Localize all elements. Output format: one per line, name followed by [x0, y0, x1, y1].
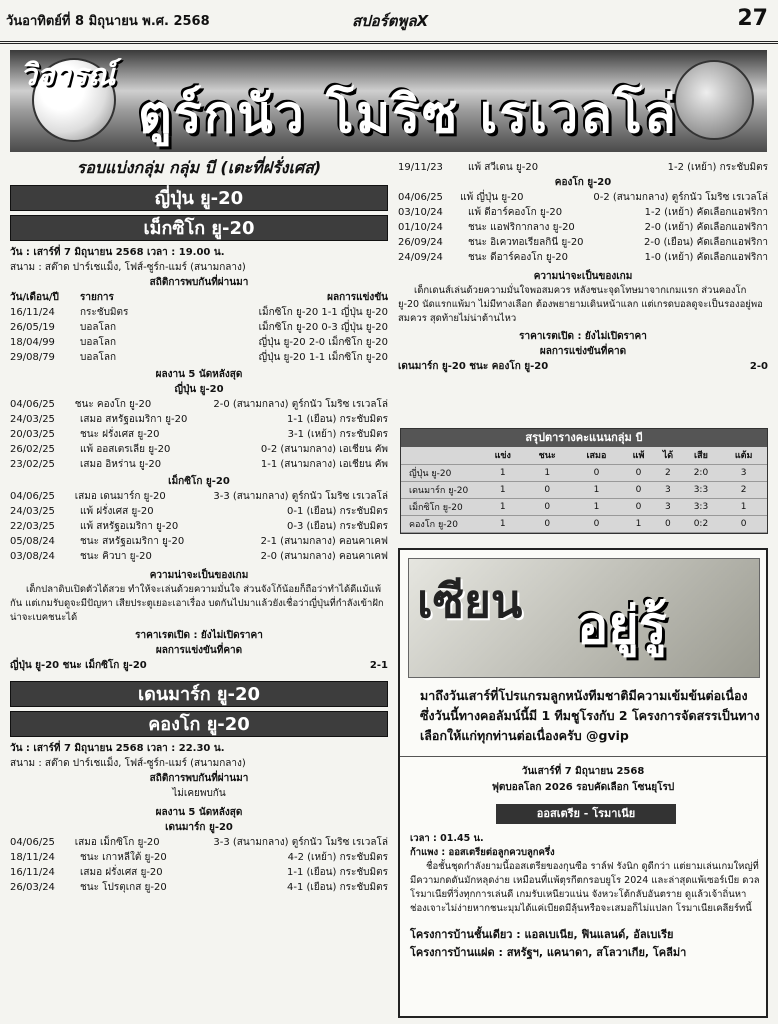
table-cell: 18/04/99 — [10, 337, 55, 348]
standings-cell: 1 — [481, 498, 524, 515]
table-cell: 26/02/25 — [10, 444, 55, 455]
standings-col: แต้ม — [720, 447, 767, 464]
table-row — [10, 305, 388, 320]
table-cell: ชนะ สหรัฐอเมริกา ยู-20 — [80, 536, 185, 547]
pick-line: ก้าแพง : ออสเตรียต่อลูกควบลูกครึ่ง — [410, 847, 555, 858]
standings-cell: 0 — [623, 498, 654, 515]
table-cell: 0-1 (เยือน) กระชับมิตร — [286, 506, 388, 517]
standings-cell: 1 — [570, 498, 623, 515]
team-name: ญี่ปุ่น ยู-20 — [174, 384, 224, 395]
table-row — [10, 412, 388, 427]
left-column — [10, 160, 388, 895]
table-cell: เสมอ ฝรั่งเศส ยู-20 — [80, 867, 163, 878]
table-cell: 29/08/79 — [10, 352, 55, 363]
standings-row — [401, 515, 767, 532]
team-bar: เดนมาร์ก ยู-20 — [10, 681, 388, 707]
advert-image — [408, 558, 760, 678]
odds: ราคาเรตเปิด : ยังไม่เปิดราคา — [135, 630, 263, 641]
form-list — [398, 160, 768, 175]
table-row — [10, 865, 388, 880]
prob-title: ความน่าจะเป็นของเกม — [533, 271, 633, 282]
table-cell: 1-1 (สนามกลาง) เอเชียน คัพ — [260, 459, 388, 470]
table-row — [10, 850, 388, 865]
form-list — [10, 397, 388, 472]
right-column — [398, 160, 768, 374]
h2h-title: สถิติการพบกันที่ผ่านมา — [149, 277, 249, 288]
standings-cell: 2 — [720, 481, 767, 498]
table-cell: ชนะ โปรตุเกส ยู-20 — [80, 882, 167, 893]
table-cell: 0-3 (เยือน) กระชับมิตร — [286, 521, 388, 532]
standings-cell: 3 — [654, 481, 682, 498]
table-cell: 3-3 (สนามกลาง) ตูร์กนัว โมริซ เรเวลโล่ — [213, 837, 388, 848]
table-cell: บอลโลก — [80, 337, 117, 348]
table-cell: 03/08/24 — [10, 551, 55, 562]
advert-word: อยู่รู้ — [577, 596, 667, 656]
table-cell: 04/06/25 — [10, 491, 55, 502]
standings-cell: 0 — [570, 464, 623, 481]
standings-cell: 1 — [720, 498, 767, 515]
table-row — [10, 504, 388, 519]
match-date: วัน : เสาร์ที่ 7 มิถุนายน 2568 เวลา : 22.30 น. — [10, 743, 225, 754]
standings-cell: 1 — [524, 464, 569, 481]
standings-cell: 0:2 — [682, 515, 721, 532]
standings-col: ชนะ — [524, 447, 569, 464]
table-row — [10, 320, 388, 335]
advert-intro: มาถึงวันเสาร์ที่โปรแกรมลูกหนังทีมชาติมีความเข้มข้นต่อเนื่อง ซึ่งวันนี้ทางคอลัมน์นี้มี 1 ทีมชูโรงกับ 2 โครงการจัดสรรเป็นทางเลือกให้แก่ทุกท่านต่อเนื่องครับ @gvip — [420, 688, 760, 743]
table-cell: เม็กซิโก ยู-20 1-1 ญี่ปุ่น ยู-20 — [258, 307, 388, 318]
table-cell: 16/11/24 — [10, 307, 55, 318]
table-cell: 24/09/24 — [398, 252, 443, 263]
pick-competition: ฟุตบอลโลก 2026 รอบคัดเลือก โซนยุโรป — [491, 782, 675, 793]
standings-table — [400, 428, 768, 534]
pred-title: ผลการแข่งขันที่คาด — [155, 645, 243, 656]
table-row — [10, 489, 388, 504]
table-cell: ชนะ ดีอาร์คองโก ยู-20 — [468, 252, 569, 263]
standings-cell: 0 — [720, 515, 767, 532]
standings-row — [401, 498, 767, 515]
pick-time: เวลา : 01.45 น. — [410, 833, 484, 844]
table-row — [10, 427, 388, 442]
table-cell: 1-0 (เหย้า) คัดเลือกแอฟริกา — [644, 252, 768, 263]
last5-title: ผลงาน 5 นัดหลังสุด — [155, 807, 243, 818]
table-cell: 04/06/25 — [398, 192, 443, 203]
form-list — [10, 835, 388, 895]
standings-cell: 1 — [481, 464, 524, 481]
table-row — [10, 397, 388, 412]
table-cell: 1-1 (เยือน) กระชับมิตร — [286, 414, 388, 425]
table-cell: 1-2 (เหย้า) คัดเลือกแอฟริกา — [644, 207, 768, 218]
column-title: ตูร์กนัว โมริซ เรเวลโล่ — [138, 85, 678, 145]
standings-col: เสมอ — [570, 447, 623, 464]
column-kicker: วิจารณ์ — [20, 58, 116, 93]
prediction: ญี่ปุ่น ยู-20 ชนะ เม็กซิโก ยู-20 2-1 — [10, 660, 388, 671]
table-cell: 2-0 (เยือน) คัดเลือกแอฟริกา — [644, 237, 768, 248]
analysis-text: เด็กเดนส์เล่นด้วยความมั่นใจพอสมควร หลังชนะจุดโทษมาจากเกมแรก ส่วนคองโก ยู-20 นัดแรกแพ้มา ไม่มีทางเลือก ต้องพยายามเดินหน้าแลก แต่เกรดบอลดูจะเป็นรองอยู่พอสมควร สุดท้ายไม่น่าต้านไหว — [398, 285, 763, 324]
team-bar: เม็กซิโก ยู-20 — [10, 215, 388, 241]
standings-row — [401, 464, 767, 481]
table-row — [10, 835, 388, 850]
table-cell: แพ้ ฝรั่งเศส ยู-20 — [80, 506, 154, 517]
table-cell: บอลโลก — [80, 352, 117, 363]
table-cell: แพ้ ดีอาร์คองโก ยู-20 — [468, 207, 563, 218]
standings-cell: 1 — [481, 515, 524, 532]
standings-col — [401, 447, 481, 464]
table-cell: 04/06/25 — [10, 837, 55, 848]
table-row — [10, 442, 388, 457]
table-row — [398, 190, 768, 205]
table-cell: ญี่ปุ่น ยู-20 2-0 เม็กซิโก ยู-20 — [258, 337, 388, 348]
pred-title: ผลการแข่งขันที่คาด — [539, 346, 627, 357]
table-cell: 2-1 (สนามกลาง) คอนคาเคฟ — [260, 536, 388, 547]
table-cell: 2-0 (สนามกลาง) ตูร์กนัว โมริซ เรเวลโล่ — [213, 399, 388, 410]
table-cell: 1-2 (เหย้า) กระชับมิตร — [667, 162, 768, 173]
match-venue: สนาม : สต๊าด ปาร์เชแม็ง, โฟส์-ซูร์ก-แมร์ (สนามกลาง) — [10, 758, 246, 769]
table-cell: ชนะ คิวบา ยู-20 — [80, 551, 152, 562]
table-cell: ชนะ คองโก ยู-20 — [74, 399, 152, 410]
table-cell: 22/03/25 — [10, 521, 55, 532]
table-cell: 26/09/24 — [398, 237, 443, 248]
table-cell: แพ้ สหรัฐอเมริกา ยู-20 — [80, 521, 179, 532]
prediction: เดนมาร์ก ยู-20 ชนะ คองโก ยู-20 2-0 — [398, 361, 768, 372]
table-row — [10, 549, 388, 564]
standings-cell: ญี่ปุ่น ยู-20 — [401, 464, 481, 481]
table-cell: 2-0 (สนามกลาง) คอนคาเคฟ — [260, 551, 388, 562]
standings-cell: 0 — [524, 498, 569, 515]
match-date: วัน : เสาร์ที่ 7 มิถุนายน 2568 เวลา : 19.00 น. — [10, 247, 225, 258]
standings-title: สรุปตารางคะแนนกลุ่ม บี — [401, 429, 767, 447]
standings-cell: เดนมาร์ก ยู-20 — [401, 481, 481, 498]
table-cell: 05/08/24 — [10, 536, 55, 547]
standings-cell: 3:3 — [682, 481, 721, 498]
table-cell: ชนะ ฝรั่งเศส ยู-20 — [80, 429, 160, 440]
pick-match: ออสเตรีย - โรมาเนีย — [496, 804, 676, 824]
standings-col: ได้ — [654, 447, 682, 464]
table-row — [398, 205, 768, 220]
team-name: คองโก ยู-20 — [554, 177, 612, 188]
table-cell: แพ้ สวีเดน ยู-20 — [468, 162, 539, 173]
standings-cell: 0 — [524, 481, 569, 498]
table-row — [398, 250, 768, 265]
table-cell: 0-2 (สนามกลาง) เอเชียน คัพ — [260, 444, 388, 455]
form-list — [10, 489, 388, 564]
form-list — [398, 190, 768, 265]
divider — [400, 756, 766, 757]
table-cell: 2-0 (เหย้า) คัดเลือกแอฟริกา — [644, 222, 768, 233]
table-cell: 3-3 (สนามกลาง) ตูร์กนัว โมริซ เรเวลโล่ — [213, 491, 388, 502]
team-bar: ญี่ปุ่น ยู-20 — [10, 185, 388, 211]
h2h-list — [10, 305, 388, 365]
table-cell: แพ้ ญี่ปุ่น ยู-20 — [460, 192, 524, 203]
odds: ราคาเรตเปิด : ยังไม่เปิดราคา — [519, 331, 647, 342]
table-row — [10, 519, 388, 534]
issue-date: วันอาทิตย์ที่ 8 มิถุนายน พ.ศ. 2568 — [6, 14, 210, 29]
standings-cell: 0 — [570, 515, 623, 532]
standings-cell: 1 — [481, 481, 524, 498]
table-cell: 26/03/24 — [10, 882, 55, 893]
set-double: โครงการบ้านแฝด : สหรัฐฯ, แคนาดา, สโลวาเกีย, โคลีม่า — [410, 946, 687, 959]
advert-word: เซียน — [417, 574, 523, 628]
table-cell: เสมอ เม็กซิโก ยู-20 — [74, 837, 160, 848]
standings-cell: 3:3 — [682, 498, 721, 515]
table-row — [10, 350, 388, 365]
advert-box — [398, 548, 768, 1018]
standings-cell: 3 — [720, 464, 767, 481]
table-cell: 03/10/24 — [398, 207, 443, 218]
standings-cell: 0 — [623, 481, 654, 498]
table-cell: เสมอ อิหร่าน ยู-20 — [80, 459, 162, 470]
analysis-text: เด็กปลาดิบเปิดตัวได้สวย ทำให้จะเล่นด้วยความมั่นใจ ส่วนจังโก้น้อยก็ถือว่าทำได้ดีแม้แพ้กัน แต่เกมรับดูจะมีปัญหา เสียประตูเยอะเอาเรื่อง บดกันไปมาแล้วยังเชื่อว่าญี่ปุ่นที่กำลังเข้าฝักน่าจะเบคชนะได้ — [10, 584, 384, 623]
pick-analysis: ชื่อชั้นชุดกำลังยามนี้ออสเตรียของกุนซือ ราล์ฟ รังนิก ดูดีกว่า แต่ยามเล่นเกมใหญ่ที่มีความกดดันมักหลุดง่าย เหมือนที่แพ้ตุรกีตกรอบยูโร 2024 และล่าสุดแพ้เซอร์เบีย ดวลโรมาเนียที่วิ่งทุกการเล่นดี เกมรับเหนียวแน่น จังหวะโต้กลับอันตราย ดูแล้วเจ้าถิ่นหาช่องเจาะไม่ง่ายหากชนะมุมได้แค่เบียดมีลุ้นหรือจะเสมอก็ไม่แปลก โรมาเนียเคลียร์ทนี้ — [410, 861, 760, 914]
table-cell: 0-2 (สนามกลาง) ตูร์กนัว โมริซ เรเวลโล่ — [593, 192, 768, 203]
table-cell: 01/10/24 — [398, 222, 443, 233]
standings-col: เสีย — [682, 447, 721, 464]
standings-col: แพ้ — [623, 447, 654, 464]
table-row — [10, 880, 388, 895]
table-cell: 4-2 (เหย้า) กระชับมิตร — [287, 852, 388, 863]
football-icon — [674, 60, 754, 140]
table-cell: ชนะ เกาหลีใต้ ยู-20 — [80, 852, 167, 863]
table-cell: ญี่ปุ่น ยู-20 1-1 เม็กซิโก ยู-20 — [258, 352, 388, 363]
h2h-title: สถิติการพบกันที่ผ่านมา — [149, 773, 249, 784]
standings-cell: 3 — [654, 498, 682, 515]
table-row — [398, 235, 768, 250]
standings-cell: 2:0 — [682, 464, 721, 481]
table-cell: 24/03/25 — [10, 506, 55, 517]
set-single: โครงการบ้านชั้นเดียว : แอลเบเนีย, ฟินแลนด์, อัลเบเรีย — [410, 928, 674, 941]
team-name: เม็กซิโก ยู-20 — [168, 476, 230, 487]
table-cell: กระชับมิตร — [80, 307, 129, 318]
page-number: 27 — [737, 6, 768, 31]
standings-header — [401, 447, 767, 464]
standings-cell: 0 — [654, 515, 682, 532]
table-row — [398, 160, 768, 175]
standings-cell: 0 — [623, 464, 654, 481]
standings-col: แข่ง — [481, 447, 524, 464]
table-row — [398, 220, 768, 235]
standings-cell: 1 — [570, 481, 623, 498]
column-banner — [10, 50, 767, 152]
table-cell: 18/11/24 — [10, 852, 55, 863]
standings-cell: เม็กซิโก ยู-20 — [401, 498, 481, 515]
table-cell: 3-1 (เหย้า) กระชับมิตร — [287, 429, 388, 440]
table-row — [10, 457, 388, 472]
table-cell: ชนะ แอฟริกากลาง ยู-20 — [468, 222, 575, 233]
table-cell: 16/11/24 — [10, 867, 55, 878]
pick-body — [410, 832, 760, 960]
match-venue: สนาม : สต๊าด ปาร์เชแม็ง, โฟส์-ซูร์ก-แมร์ (สนามกลาง) — [10, 262, 246, 273]
table-cell: บอลโลก — [80, 322, 117, 333]
standings-cell: 1 — [623, 515, 654, 532]
standings-cell: คองโก ยู-20 — [401, 515, 481, 532]
group-title: รอบแบ่งกลุ่ม กลุ่ม บี (เตะที่ฝรั่งเศส) — [76, 158, 322, 177]
page-header — [0, 0, 778, 44]
team-name: เดนมาร์ก ยู-20 — [165, 822, 233, 833]
table-cell: 04/06/25 — [10, 399, 55, 410]
table-cell: เสมอ เดนมาร์ก ยู-20 — [74, 491, 166, 502]
table-cell: ชนะ อิเควทอเรียลกินี ยู-20 — [468, 237, 584, 248]
h2h-none: ไม่เคยพบกัน — [172, 788, 226, 799]
table-cell: 26/05/19 — [10, 322, 55, 333]
last5-title: ผลงาน 5 นัดหลังสุด — [155, 369, 243, 380]
table-cell: แพ้ ออสเตรเลีย ยู-20 — [80, 444, 171, 455]
table-cell: 23/02/25 — [10, 459, 55, 470]
brand-logo: สปอร์ตพูลX — [352, 12, 429, 30]
pick-date: วันเสาร์ที่ 7 มิถุนายน 2568 — [521, 766, 645, 777]
table-cell: เสมอ สหรัฐอเมริกา ยู-20 — [80, 414, 188, 425]
table-cell: 20/03/25 — [10, 429, 55, 440]
standings-row — [401, 481, 767, 498]
table-cell: 19/11/23 — [398, 162, 443, 173]
standings-cell: 0 — [524, 515, 569, 532]
team-bar: คองโก ยู-20 — [10, 711, 388, 737]
table-cell: 24/03/25 — [10, 414, 55, 425]
h2h-header: วัน/เดือน/ปี รายการ ผลการแข่งขัน — [10, 292, 388, 303]
standings-cell: 2 — [654, 464, 682, 481]
table-cell: เม็กซิโก ยู-20 0-3 ญี่ปุ่น ยู-20 — [258, 322, 388, 333]
table-row — [10, 534, 388, 549]
table-cell: 1-1 (เยือน) กระชับมิตร — [286, 867, 388, 878]
table-row — [10, 335, 388, 350]
prob-title: ความน่าจะเป็นของเกม — [149, 570, 249, 581]
table-cell: 4-1 (เยือน) กระชับมิตร — [286, 882, 388, 893]
